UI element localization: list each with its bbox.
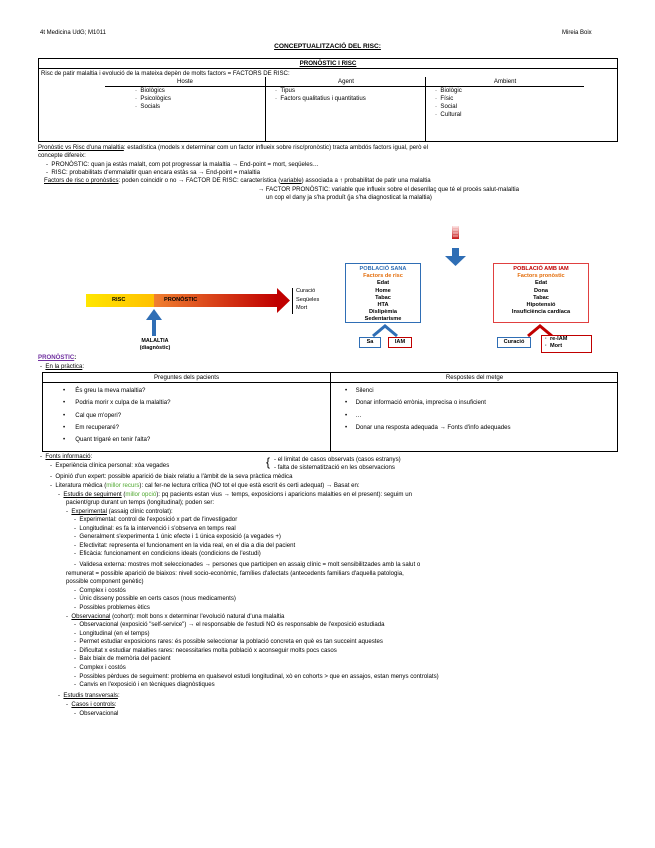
list-item: · Psicològics [135,95,171,102]
disease-arrow-shaft [152,318,156,336]
cases-controls-item: - Observacional [74,710,119,717]
healthy-split-arrow [373,326,397,336]
col-head-ambient: Ambient [425,77,584,87]
list-item: Hipotensió [526,302,556,309]
list-item: · Biològics [135,87,165,94]
disease-label: MALALTIA (diagnòstic) [139,338,171,351]
outcomes-list [296,287,319,313]
list-item: - Efectivitat: representa el funcionament en la vida real, en el dia a dia del pacient [74,541,296,549]
fp-line2: un cop el dany ja s'ha produït (ja s'ha diagnosticat la malaltia) [266,194,432,201]
list-item: - Únic disseny possible en certs casos (nous medicaments) [74,595,236,603]
list-item: • Cal que m'operi? [63,411,122,419]
transversal-heading: - Estudis transversals: [58,692,120,699]
brace-item-2: - falta de sistematització en les observacions [274,464,395,471]
outcome-item: Curació [296,288,316,294]
healthy-population-card [345,263,421,323]
list-item: Home [375,287,391,294]
list-item: · Biològic [435,87,462,94]
healthy-title: POBLACIÓ SANA [359,266,407,272]
list-item: · Social [435,103,458,110]
experimental-list [66,516,421,613]
sources-literature: - Literatura mèdica (millor recurs): cal fer-ne lectura crítica (NO tot el que està escrit és certi adequat) → Basat en: [50,482,360,489]
header-right: Mireia Boix [562,30,592,36]
list-item: - Longitudinal: es fa la intervenció i s'observa en temps real [74,524,236,532]
list-item: • … [345,411,362,419]
iam-population-card [493,263,589,323]
list-item: - Longitudinal (en el temps) [74,629,150,637]
fr-line1: Factors de risc o pronòstics: poden coincidir o no → FACTOR DE RISC: característica (variable) associada a ↑ probabilitat de patir una malaltia [44,177,431,184]
list-item: - Permet estudiar exposicions rares: és possible seleccionar la població concreta en què es tan succeint aquestes [74,638,383,646]
col-head-hoste: Hoste [105,77,265,87]
list-item: Tabac [375,294,391,301]
blue-down-arrow-head [445,256,466,266]
fp-line1: → FACTOR PRONÒSTIC: variable que influeix sobre el desenllaç que té el procés salut-malaltia [258,186,520,193]
list-item: - Validesa externa: mostres molt seleccionades → persones que participen en assaig clínic = molt sensibilitzades amb la salut o [74,560,421,568]
practice-heading: - En la pràctica: [40,363,85,370]
list-item: · Cultural [435,111,462,118]
observational-heading: - Observacional (cohort): molt bons x determinar l'evolució natural d'una malaltia [66,613,285,620]
questions-list [63,385,170,446]
list-item: Edat [534,280,548,287]
experimental-heading: - Experimental (assaig clínic controlat): [66,508,173,515]
list-item: - Eficàcia: funcionament en condicions ideals (condicions de l'estudi) [74,550,261,558]
list-item: - Baix biaix de memòria del pacient [74,655,171,663]
list-item: - Possibles problemes ètics [74,603,150,611]
list-item: • És greu la meva malaltia? [63,387,146,394]
list-item: · Factors qualitatius i quantitatius [275,95,366,102]
outcome-item: Mort [296,305,308,311]
list-item: - Experimental: control de l'exposició x part de l'investigador [74,516,238,523]
col-head-agent: Agent [265,77,426,87]
pvr-line1: Pronòstic vs Risc d'una malaltia: estadística (models x determinar com un factor influeix sobre risc/pronòstic) tracta ambdós factors igual, però el [38,144,428,151]
list-item: Dislipèmia [369,309,397,316]
prognosis-bar-label: PRONÒSTIC [164,297,198,303]
observational-list [74,621,439,690]
cases-controls-heading: - Casos i controls: [66,701,117,708]
list-item: Tabac [533,294,549,301]
answers-list [345,385,511,434]
list-item: - Dificultat x estudiar malalties rares: necessitaries molta població x aconseguir molts pocs casos [74,646,337,654]
list-item: • Donar informació errònia, imprecisa o insuficient [345,399,487,407]
page-title: CONCEPTUALITZACIÓ DEL RISC: [274,43,381,50]
brace-item-1: - el limitat de casos observats (casos estranys) [274,456,401,463]
disease-arrow-head [146,309,162,320]
list-item: Edat [376,280,390,287]
list-item: - Canvis en l'exposició i en tècniques diagnòstiques [74,681,215,689]
risk-box-title: PRONÒSTIC I RISC [39,59,617,69]
outcome-cure-box: Curació [497,337,531,348]
list-item: Sedentarisme [364,316,402,323]
prognosis-arrow-tip [277,288,290,313]
list-item: - Complex i costós [74,663,126,671]
risk-box-intro: Risc de patir malaltia i evolució de la mateixa depèn de molts factors = FACTORS DE RISC: [41,70,290,77]
list-item: - Generalment s'experimenta 1 únic efecte i 1 única exposició (a vegades +) [74,533,281,541]
list-item: · re-IAM [545,336,568,342]
iam-title: POBLACIÓ AMB IAM [513,266,569,272]
iam-subtitle: Factors pronòstic [517,273,565,280]
sources-expert: - Opinió d'un expert: possible aparició de biaix relatiu a l'àmbit de la seva pràctica mèdica [50,473,293,480]
list-item: - Complex i costós [74,586,126,594]
pvr-line2: concepte difereix: [38,152,86,159]
blue-down-arrow-shaft [452,248,459,256]
sources-heading: - Fonts informació: [40,453,93,460]
outcome-item: Seqüeles [296,296,320,303]
striped-arrow-shaft [452,226,459,239]
list-item: • Quant trigaré en tenir l'alta? [63,436,151,444]
outcome-reiam-box [541,335,592,353]
list-item: HTA [377,302,389,309]
outcome-iam-box: IAM [388,337,412,348]
qa-right-head: Respostes del metge [330,373,618,383]
header-left: 4t Medicina UdG; M1011 [40,30,106,36]
follow-up-line2: pacient/grup durant un temps (longitudinal); poden ser: [66,499,215,506]
qa-table [42,372,618,452]
list-item: possible component genètic) [66,578,144,586]
healthy-subtitle: Factors de risc [363,273,403,280]
list-item: • Donar una resposta adequada → Fonts d'info adequades [345,423,511,431]
list-item: • Em recuperaré? [63,423,119,431]
list-item: - Possibles pèrdues de seguiment: problema en qualsevol estudi longitudinal, xò en cohorts > que en assajos, estan menys controlats) [74,672,439,680]
pronostic-heading: PRONÒSTIC: [38,354,77,361]
sources-personal: - Experiència clínica personal: xòa vegades [50,462,170,469]
list-item: · Físic [435,95,454,102]
list-item: · Tipus [275,87,295,94]
list-item: · Mort [545,343,563,349]
pvr-bullet-1: - PRONÒSTIC: quan ja estàs malalt, com pot progressar la malaltia → End-point = mort, seqüeles… [46,161,319,168]
qa-left-head: Preguntes dels pacients [43,373,330,383]
pvr-bullet-2: - RISC: probabilitats d'emmalaltir quan encara estàs sa → End-point = malaltia [46,169,261,176]
list-item: • Silenci [345,387,374,394]
list-item: Dona [534,287,548,294]
list-item: - Observacional (exposició "self-service") → el responsable de l'estudi NO és responsable de l'exposició estudiada [74,621,385,628]
outcome-sa-box: Sa [359,337,381,348]
follow-up-line1: - Estudis de seguiment (millor opció): pq pacients estan vius → temps, exposicions i aparicions malalties en el present): seguim un [58,491,412,498]
list-item: · Socials [135,103,161,110]
brace-icon: { [266,455,271,469]
risk-bar-label: RISC [112,297,126,303]
outcomes-bracket [292,288,294,314]
list-item: • Podria morir x culpa de la malaltia? [63,399,171,407]
list-item: remunerat = possible aparició de biaixos: nivell socio-econòmic, famílies d'afectats (antecedents familiars d'aquella patologia, [66,569,404,577]
list-item: Insuficiència cardíaca [511,309,571,316]
